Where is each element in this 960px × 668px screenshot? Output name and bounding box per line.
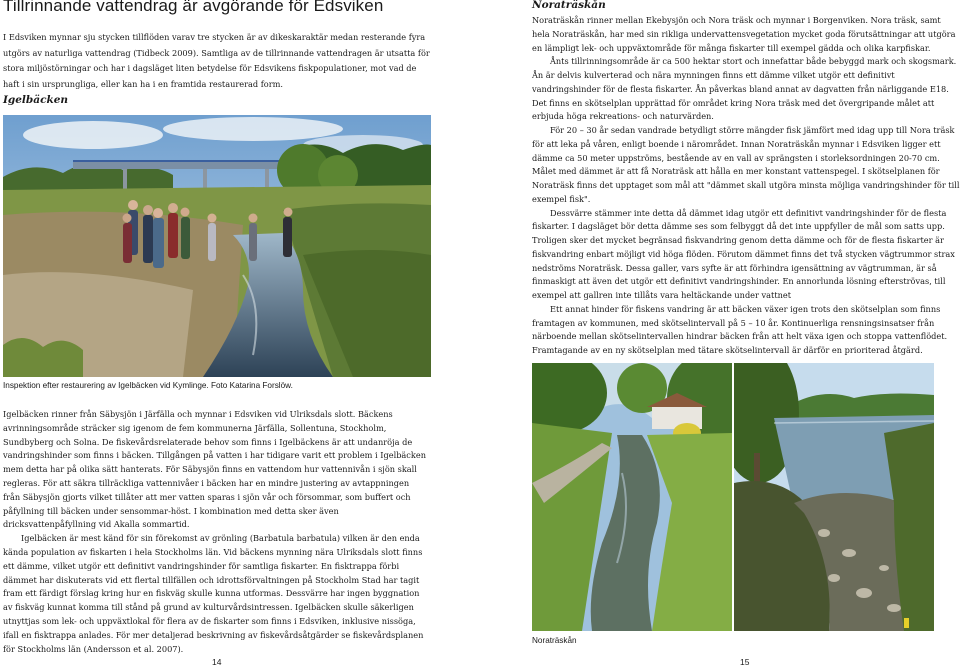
noratraskan-paragraph-5: Ett annat hinder för fiskens vandring är att bäcken växer igen trots den skötselplan som finns framtagen av kommunen, med skötselintervall på 5 – 10 år. Kontinuerliga rensningsinsatser från närboende mellan skötselintervallen hindrar bäcken från att helt växa igen och stoppa vattenflödet. Framtagande av en ny skötselplan med tätare skötselintervall är därför en prioriterad åtgärd. bbox=[532, 303, 948, 355]
section-heading-noratraskan: Noraträskån bbox=[532, 0, 606, 11]
igelbacken-paragraph-1: Igelbäcken rinner från Säbysjön i Järfälla och mynnar i Edsviken vid Ulriksdals slott. Bäckens avrinningsområde sträcker sig igenom de fem kommunerna Järfälla, Sollentuna, Stockholm, Sundbyberg och Solna. De fiskevårdsrelaterade behov som finns i Igelbäckens är att undanröja de vandringshinder som finns i bäcken. Tillgången på vatten i har tidigare varit ett problem i Igelbäcken mem detta har på olika sätt hanterats. För Säbysjön finns en vattendom hur vattennivån i sjön skall regleras. För att säkra tillräckliga vattennivåer i bäcken har en mindre justering av avtappningen från Säbysjön gjorts vilket tillåter att mer vatten sparas i sjön vår och försommar, som buffert och påfyllning till bäcken under sensommar-höst. I kombination med detta sker även dricksvattenpåfyllning vid Akalla sommartid. bbox=[3, 409, 426, 530]
photo-caption-noratraskan: Noraträskån bbox=[532, 636, 577, 645]
noratraskan-paragraph-4: Dessvärre stämmer inte detta då dämmet idag utgör ett definitivt vandringshinder för de flesta fiskarter. I dagsläget bör detta dämme ses som felbyggt då det inte uppfyller de mål som satts upp. Troligen sker det mycket begränsad fiskvandring genom detta dämme och för de flesta fiskarter är fiskvandring enbart möjligt vid höga flöden. Förutom dämmet finns det två stycken vägtrummor strax nedströms Noraträsk. Dessa galler, vars syfte är att förhindra igensättning av vägtrumman, är så finmaskigt att även det utgör ett definitivt vandringshinder. En annorlunda lösning efterströvas, till exempel att gallren inte tillåts vara heltäckande under vattnet bbox=[532, 207, 955, 300]
igelbacken-photo bbox=[3, 115, 431, 377]
igelbacken-paragraph-2: Igelbäcken är mest känd för sin förekomst av grönling (Barbatula barbatula) vilken är den enda kända population av fiskarten i hela Stockholms län. Vid bäckens mynning nära Ulriksdals slott finns ett dämme, vilket utgör ett definitivt vandringshinder för samtliga fiskarter. En fisktrappa förbi dämmet har diskuterats vid ett flertal tillfällen och idrottsförvaltningen på Stockholm Stad har tagit fram ett färdigt förslag kring hur en fiskväg skulle kunna utformas. Dessvärre har ingen byggnation av fiskväg kunnat komma till stånd på grund av kulturvårdsintressen. Igelbäcken skulle säkerligen utnyttjas som lek- och uppväxtlokal för flera av de fiskarter som finns i Edsviken, inklusive nissöga, ifall en fisktrappa anlades. För mer detaljerad beskrivning av fiskevårdsåtgärder se fiskevårdsplanen för Stockholms län (Andersson et al. 2007). bbox=[3, 533, 424, 654]
photo-caption-igelbacken: Inspektion efter restaurering av Igelbäcken vid Kymlinge. Foto Katarina Forslöw. bbox=[3, 381, 293, 390]
noratraskan-paragraph-3: För 20 – 30 år sedan vandrade betydligt större mängder fisk jämfört med idag upp till Nora träsk för att leka på våren, enligt boende i närområdet. Innan Noraträskån mynnar i Edsviken ligger ett dämme ca 50 meter uppströms, bestående av en vall av sprängsten i storleksordningen 20-70 cm. Målet med dämmet är att få Noraträsk att hålla en mer konstant vattenspegel. I skötselplanen för Noraträsk finns det upptaget som mål att "dämmet skall utgöra minsta möjliga vandringshinder för till exempel fisk". bbox=[532, 125, 960, 204]
noratraskan-paragraph-1: Noraträskån rinner mellan Ekebysjön och Nora träsk och mynnar i Borgenviken. Nora träsk, samt hela Noraträskån, har med sin rikliga undervattensvegetation mycket goda förutsättningar att utgöra en lämpligt lek- och uppväxtområde för många fiskarter till exempel gädda och olika karpfiskar. bbox=[532, 15, 956, 53]
page-number-right: 15 bbox=[740, 657, 750, 667]
igelbacken-body bbox=[3, 408, 428, 656]
intro-paragraph: I Edsviken mynnar sju stycken tillflöden varav tre stycken är av dikeskaraktär medan resterande fyra utgörs av naturliga vattendrag (Tidbeck 2009). Samtliga av de tillrinnande vattendragen är utsatta för stora miljöstörningar och har i dagsläget liten betydelse för Edsvikens fiskpopulationer, mot vad de haft i sin ursprungliga, eller kan ha i en framtida restaurerad form. bbox=[3, 32, 430, 89]
section-heading-igelbacken: Igelbäcken bbox=[3, 94, 69, 106]
noratraskan-photo-dam bbox=[734, 363, 934, 631]
right-page bbox=[480, 0, 960, 668]
page-number-left: 14 bbox=[212, 657, 222, 667]
noratraskan-stream-illustration bbox=[532, 363, 732, 631]
noratraskan-body bbox=[532, 14, 960, 358]
page-title: Tillrinnande vattendrag är avgörande för Edsviken bbox=[3, 0, 384, 15]
noratraskan-dam-illustration bbox=[734, 363, 934, 631]
igelbacken-illustration bbox=[3, 115, 431, 377]
noratraskan-photo-stream bbox=[532, 363, 732, 631]
noratraskan-paragraph-2: Ånts tillrinningsområde är ca 500 hektar stort och innefattar både bebyggd mark och skogsmark. Ån är delvis kulverterad och nära mynningen finns ett dämme vilket utgör ett definitivt vandringshinder för de flesta fiskarter. Ån påverkas bland annat av dagvatten från närliggande E18. Det finns en skötselplan upprättad för området kring Nora träsk med det övergripande målet att erbjuda höga rekreations- och naturvärden. bbox=[532, 56, 957, 122]
